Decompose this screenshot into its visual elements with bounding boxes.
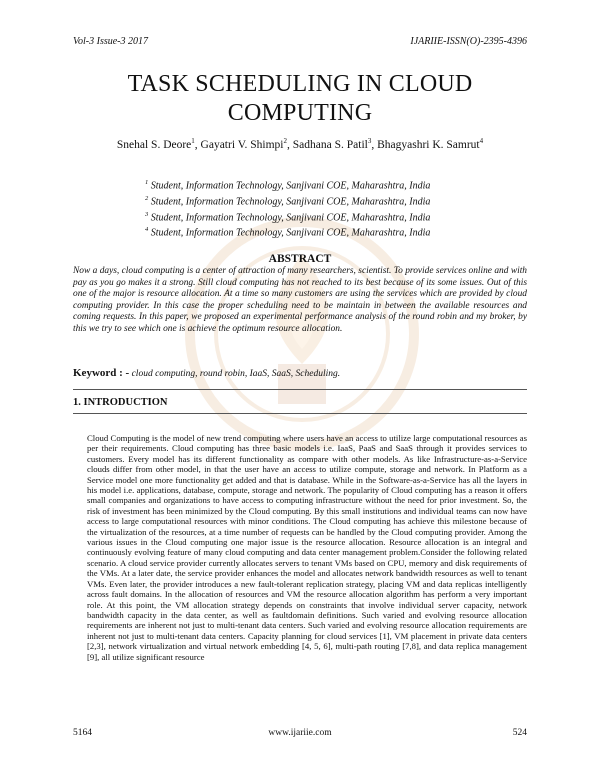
section-rule-bottom (73, 413, 527, 414)
running-header-issn: IJARIIE-ISSN(O)-2395-4396 (410, 36, 527, 47)
author-name: Gayatri V. Shimpi (200, 138, 284, 151)
author-name: Sadhana S. Patil (292, 138, 368, 151)
running-header-volume: Vol-3 Issue-3 2017 (73, 36, 148, 47)
section-rule-top (73, 389, 527, 390)
author-sup: 3 (367, 137, 372, 145)
keywords-label: Keyword : - (73, 367, 130, 379)
author-name: Bhagyashri K. Samrut (377, 138, 480, 151)
keywords-line (73, 367, 533, 379)
affiliation-line: $^3$ Student, Information Technology, Sanjivani COE, Maharashtra, India (145, 210, 431, 223)
paper-title-line-1: TASK SCHEDULING IN CLOUD (127, 71, 473, 97)
abstract-heading: ABSTRACT (268, 253, 332, 265)
footer-page-number: 524 (512, 728, 527, 738)
affiliation-line: $^4$ Student, Information Technology, Sanjivani COE, Maharashtra, India (145, 226, 431, 239)
author-sup: 4 (479, 137, 484, 145)
author-sup: 1 (191, 137, 195, 145)
footer-paper-id: 5164 (73, 728, 92, 738)
paper-title-line-2: COMPUTING (227, 100, 373, 126)
author-list: Snehal S. Deore$^1$, Gayatri V. Shimpi$^2$, Sadhana S. Patil$^3$, Bhagyashri K. Samrut$^4$ (116, 137, 484, 151)
author-sup: 2 (283, 137, 288, 145)
section-heading-introduction: 1. INTRODUCTION (73, 397, 168, 408)
keywords-text: cloud computing, round robin, IaaS, SaaS, Scheduling. (131, 369, 341, 379)
paper-title (0, 70, 600, 128)
affiliation-list (145, 177, 525, 240)
abstract-text: Now a days, cloud computing is a center of attraction of many researchers, scientist. To provide services online and with pay as you go makes it a strong. Still cloud computing has not reached to its best because of its some issues. Out of this one of the major is resource allocation. At a time so many customers are using the services which are provided by cloud computing provider. In this case the proper scheduling need to be maintain in between the available resources and coming requests. In this paper, we proposed an experimental performance analysis of the round robin and my broker, by this we try to see which one is achieve the optimum resource allocation. (73, 266, 527, 334)
affiliation-line: $^2$ Student, Information Technology, Sanjivani COE, Maharashtra, India (145, 194, 431, 208)
affiliation-line: $^1$ Student, Information Technology, Sanjivani COE, Maharashtra, India (145, 179, 431, 192)
footer-website: www.ijariie.com (268, 728, 332, 738)
author-name: Snehal S. Deore (116, 138, 192, 151)
introduction-body: Cloud Computing is the model of new trend computing where users have an access to utilize large computational resources as per their requirements. Cloud computing has three basic models i.e. IaaS, PaaS and SaaS through it provides services to customers. Every model has its different functionality as compare with other models. As like Infrastructure-as-a-Service clouds differ from other model, in that the user have an access to utilize compute, storage and network. In Platform as a Service model one more functionality get added and that is database. While in the Software-as-a-Service has all the layers in his model i.e. applications, database, compute, storage and network. The popularity of Cloud computing has a reason it offers small companies and organizations to have access to computing infrastructure without the need for prior investment. So, the risk of investment has been minimized by the Cloud computing. By this small institutions and individual teams can now have access to large computational resources with minor conditions. The Cloud computing has achieve this milestone because of the virtualization of the resources, at a time number of requests can be handled by the Cloud computing provider. Among the various issues in the Cloud computing one major issue is the resource allocation. Resource allocation is an integral and continuously evolving feature of many cloud computing and data center management problem.Consider the following related scenario. A cloud service provider currently allocates servers to tenant VMs based on CPU, memory and disk requirements of the VMs. At a later date, the service provider enhances the model and allocates network bandwidth resources as well to tenant VMs. Even later, the provider introduces a new fault-tolerant replication strategy, placing VM and data replicas intelligently across fault domains. In the allocation of resources and VM the resource allocation algorithm has perform a very important role. At this point, the VM allocation strategy depends on constraints that involve individual server capacity, network bandwidth capacity in the data center, as well as faultdomain definitions. Such varied and evolving resource allocation requirements are inherent not just to multi-tenant data centers. Such varied and evolving resource allocation requirements are inherent not just to multi-tenant data centers. Capacity planning for cloud services [1], VM placement in private data centers [2,3], network virtualization and virtual network embedding [4, 5, 6], multi-path routing [7,8], and data replica management [9], all utilize significant resource (87, 433, 527, 662)
